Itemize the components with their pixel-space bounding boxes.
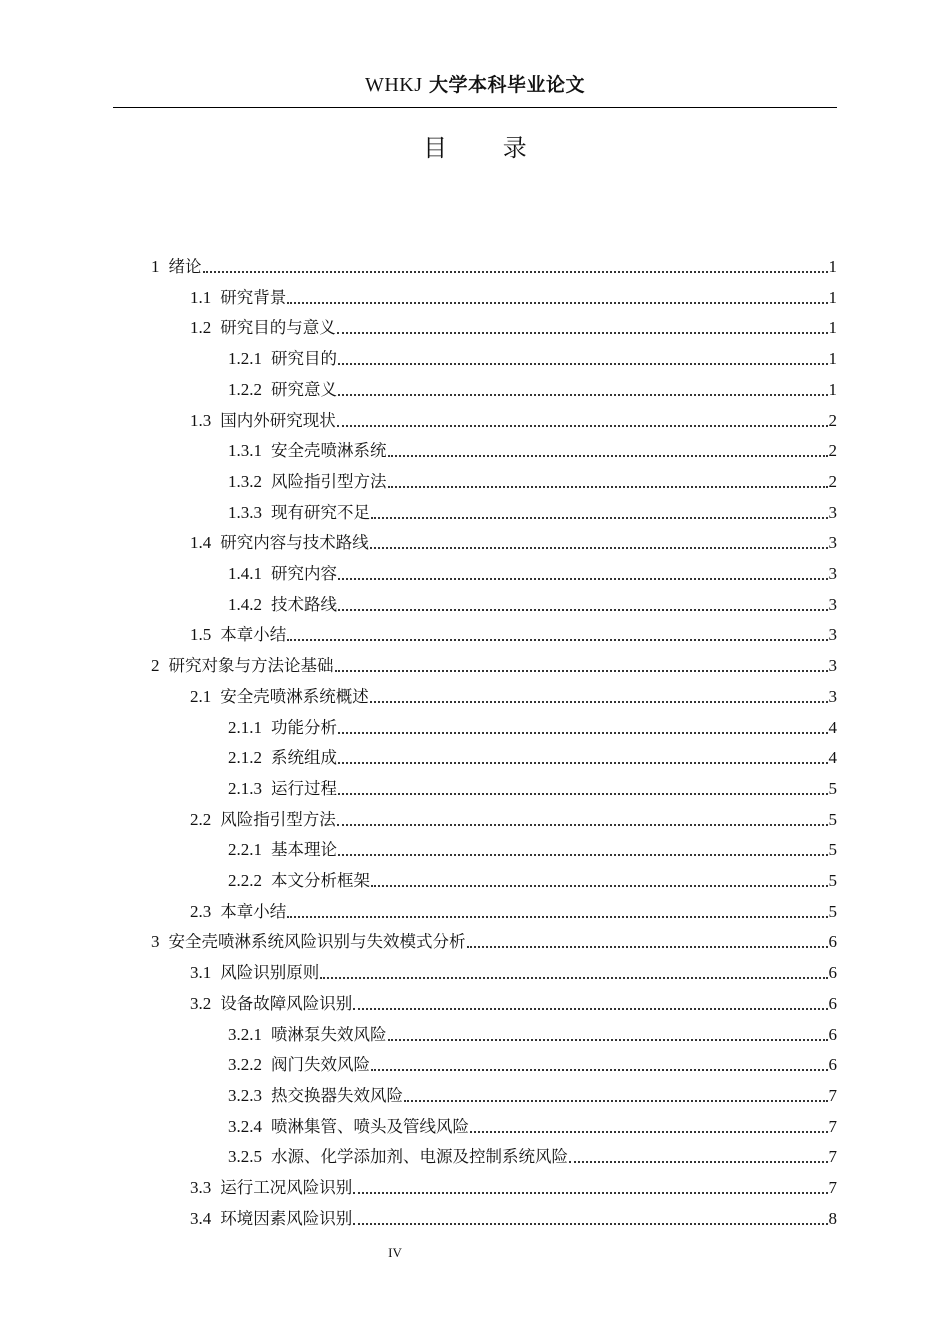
toc-entry-title: 热交换器失效风险 (271, 1085, 403, 1105)
toc-dot-leader (353, 1008, 827, 1010)
toc-entry[interactable] (228, 769, 837, 799)
toc-entry-title: 安全壳喷淋系统概述 (220, 686, 369, 706)
toc-entry-page: 2 (828, 410, 837, 430)
running-header (0, 70, 950, 97)
toc-dot-leader (370, 701, 828, 703)
toc-entry-page: 7 (828, 1147, 837, 1167)
toc-dot-leader (337, 824, 828, 826)
toc-entry[interactable] (228, 493, 837, 523)
toc-entry-page: 3 (828, 686, 837, 706)
toc-entry-page: 5 (828, 901, 837, 921)
toc-dot-leader (287, 916, 827, 918)
toc-entry-title: 研究目的与意义 (220, 318, 336, 338)
toc-dot-leader (388, 486, 828, 488)
toc-entry[interactable] (190, 401, 837, 431)
toc-entry-title: 研究内容 (271, 564, 337, 583)
toc-entry-number: 3.4 (190, 1208, 212, 1228)
toc-dot-leader (470, 1131, 828, 1133)
toc-entry-page: 3 (828, 594, 837, 614)
toc-entry[interactable] (228, 708, 837, 738)
toc-entry[interactable] (190, 677, 837, 707)
toc-entry[interactable] (190, 1199, 837, 1229)
toc-dot-leader (338, 363, 828, 365)
toc-dot-leader (337, 425, 828, 427)
toc-entry[interactable] (228, 1015, 837, 1045)
toc-entry-title: 安全壳喷淋系统风险识别与失效模式分析 (168, 932, 466, 952)
toc-dot-leader (467, 946, 828, 948)
toc-entry-title: 风险指引型方法 (271, 471, 387, 491)
toc-entry-title: 功能分析 (271, 717, 337, 737)
toc-entry-title: 阀门失效风险 (271, 1055, 370, 1075)
header-latin: WHKJ (364, 74, 423, 96)
toc-entry-title: 本章小结 (220, 901, 287, 921)
toc-entry-title: 本章小结 (220, 625, 287, 645)
toc-entry-title: 水源、化学添加剂、电源及控制系统风险 (271, 1147, 568, 1167)
toc-entry-number: 3.2.4 (228, 1116, 262, 1136)
header-divider (113, 107, 837, 108)
toc-entry[interactable] (151, 646, 837, 676)
toc-entry-number: 3.2.2 (228, 1055, 262, 1075)
toc-entry[interactable] (228, 1137, 837, 1167)
toc-entry-page: 6 (828, 932, 837, 952)
toc-entry-title: 喷淋集管、喷头及管线风险 (271, 1116, 469, 1136)
toc-entry-number: 2.1.2 (228, 748, 262, 768)
toc-entry-page: 1 (828, 287, 837, 307)
toc-dot-leader (353, 1192, 827, 1194)
toc-dot-leader (338, 394, 828, 396)
toc-title: 目 录 (423, 134, 551, 162)
toc-entry-page: 5 (828, 809, 837, 829)
toc-entry-page: 3 (828, 564, 837, 583)
toc-entry-page: 5 (828, 840, 837, 860)
toc-dot-leader (370, 547, 828, 549)
toc-entry-number: 2.3 (190, 901, 212, 921)
toc-entry-page: 1 (828, 318, 837, 338)
toc-entry-page: 3 (828, 502, 837, 522)
toc-entry-number: 3.3 (190, 1178, 212, 1197)
toc-entry[interactable] (190, 1168, 837, 1198)
toc-entry-number: 2.2.2 (228, 871, 262, 890)
toc-entry-number: 1.3.3 (228, 502, 262, 522)
toc-entry[interactable] (228, 861, 837, 891)
toc-entry-number: 1.3 (190, 410, 212, 430)
toc-dot-leader (203, 271, 828, 273)
toc-entry[interactable] (228, 431, 837, 461)
toc-entry[interactable] (190, 523, 837, 553)
page-number: IV (388, 1245, 402, 1260)
toc-entry-number: 1.3.2 (228, 471, 262, 491)
toc-dot-leader (338, 793, 828, 795)
toc-entry[interactable] (228, 370, 837, 400)
toc-entry-page: 7 (828, 1085, 837, 1105)
toc-entry-number: 3.2.1 (228, 1024, 262, 1044)
toc-entry-page: 6 (828, 963, 837, 983)
toc-dot-leader (335, 670, 828, 672)
toc-dot-leader (371, 885, 828, 887)
toc-dot-leader (338, 578, 828, 580)
toc-entry-number: 3 (151, 932, 160, 952)
toc-entry-number: 1.2.2 (228, 379, 262, 399)
toc-dot-leader (404, 1100, 828, 1102)
toc-dot-leader (338, 609, 828, 611)
toc-dot-leader (338, 732, 828, 734)
toc-dot-leader (287, 639, 827, 641)
toc-dot-leader (287, 302, 827, 304)
toc-entry[interactable] (190, 278, 837, 308)
toc-entry-page: 3 (828, 625, 837, 645)
toc-entry-title: 风险指引型方法 (220, 809, 336, 829)
toc-entry-title: 国内外研究现状 (220, 410, 336, 430)
toc-entry-page: 3 (828, 656, 837, 676)
toc-dot-leader (371, 1069, 828, 1071)
toc-entry-title: 基本理论 (271, 840, 337, 860)
toc-entry-page: 4 (828, 717, 837, 737)
toc-entry-page: 6 (828, 1055, 837, 1075)
toc-entry-title: 安全壳喷淋系统 (271, 441, 387, 461)
toc-dot-leader (320, 977, 827, 979)
toc-entry-title: 现有研究不足 (271, 502, 370, 522)
toc-entry-page: 5 (828, 871, 837, 890)
toc-entry[interactable] (228, 462, 837, 492)
toc-entry-number: 1.4 (190, 533, 212, 553)
toc-entry[interactable] (228, 585, 837, 615)
toc-entry-number: 1.5 (190, 625, 212, 645)
toc-entry[interactable] (228, 1045, 837, 1075)
toc-entry-title: 研究目的 (271, 349, 337, 369)
toc-dot-leader (569, 1161, 828, 1163)
toc-dot-leader (338, 762, 828, 764)
toc-entry-number: 1.4.2 (228, 594, 262, 614)
toc-entry-number: 2.1.1 (228, 717, 262, 737)
toc-entry-page: 7 (828, 1178, 837, 1197)
toc-entry-number: 1.3.1 (228, 441, 262, 461)
toc-dot-leader (388, 1039, 828, 1041)
toc-entry-title: 喷淋泵失效风险 (271, 1024, 387, 1044)
toc-entry-title: 技术路线 (271, 594, 337, 614)
toc-dot-leader (371, 517, 828, 519)
toc-entry-page: 2 (828, 471, 837, 491)
toc-entry-title: 研究背景 (220, 287, 287, 307)
toc-entry-page: 6 (828, 1024, 837, 1044)
toc-entry[interactable] (228, 738, 837, 768)
toc-entry-number: 1 (151, 257, 160, 276)
toc-entry-number: 1.2 (190, 318, 212, 338)
toc-entry-page: 2 (828, 441, 837, 461)
toc-dot-leader (338, 854, 828, 856)
toc-entry-page: 4 (828, 748, 837, 768)
header-cjk: 大学本科毕业论文 (429, 74, 586, 96)
toc-entry[interactable] (228, 1076, 837, 1106)
toc-entry-number: 1.1 (190, 287, 212, 307)
toc-dot-leader (353, 1223, 827, 1225)
toc-entry-title: 系统组成 (271, 748, 337, 768)
toc-entry-number: 3.1 (190, 963, 212, 983)
toc-entry[interactable] (190, 800, 837, 830)
toc-dot-leader (337, 332, 828, 334)
toc-entry[interactable] (190, 308, 837, 338)
toc-entry-number: 2.1 (190, 686, 212, 706)
toc-entry-number: 1.4.1 (228, 564, 262, 583)
toc-entry-number: 1.2.1 (228, 349, 262, 369)
toc-entry-page: 1 (828, 379, 837, 399)
toc-entry-title: 运行过程 (271, 778, 337, 798)
toc-entry-page: 1 (828, 257, 837, 276)
toc-entry-title: 设备故障风险识别 (220, 993, 353, 1013)
toc-entry[interactable] (228, 830, 837, 860)
toc-entry-page: 6 (828, 993, 837, 1013)
toc-entry-page: 1 (828, 349, 837, 369)
toc-entry-title: 研究对象与方法论基础 (168, 656, 334, 676)
toc-entry-number: 2.2.1 (228, 840, 262, 860)
toc-entry-title: 研究意义 (271, 379, 337, 399)
toc-entry-title: 本文分析框架 (271, 871, 370, 890)
toc-entry[interactable] (190, 892, 837, 922)
toc-entry[interactable] (228, 1107, 837, 1137)
toc-entry-number: 2 (151, 656, 160, 676)
toc-entry-page: 8 (828, 1208, 837, 1228)
toc-entry[interactable] (228, 554, 837, 584)
toc-entry-title: 绪论 (168, 257, 202, 276)
toc-dot-leader (388, 455, 828, 457)
toc-entry-number: 3.2.5 (228, 1147, 262, 1167)
toc-entry[interactable] (190, 984, 837, 1014)
toc-entry-number: 3.2 (190, 993, 212, 1013)
toc-entry-page: 7 (828, 1116, 837, 1136)
toc-entry[interactable] (228, 339, 837, 369)
toc-entry-page: 3 (828, 533, 837, 553)
toc-entry[interactable] (151, 922, 837, 952)
toc-entry-number: 2.2 (190, 809, 212, 829)
toc-entry-title: 风险识别原则 (220, 963, 320, 983)
toc-entry-title: 研究内容与技术路线 (220, 533, 369, 553)
toc-entry-number: 3.2.3 (228, 1085, 262, 1105)
toc-entry[interactable] (151, 247, 837, 277)
toc-entry[interactable] (190, 953, 837, 983)
toc-entry[interactable] (190, 615, 837, 645)
toc-entry-title: 环境因素风险识别 (220, 1208, 353, 1228)
toc-entry-number: 2.1.3 (228, 778, 262, 798)
toc-entry-title: 运行工况风险识别 (220, 1178, 353, 1197)
toc-entry-page: 5 (828, 778, 837, 798)
